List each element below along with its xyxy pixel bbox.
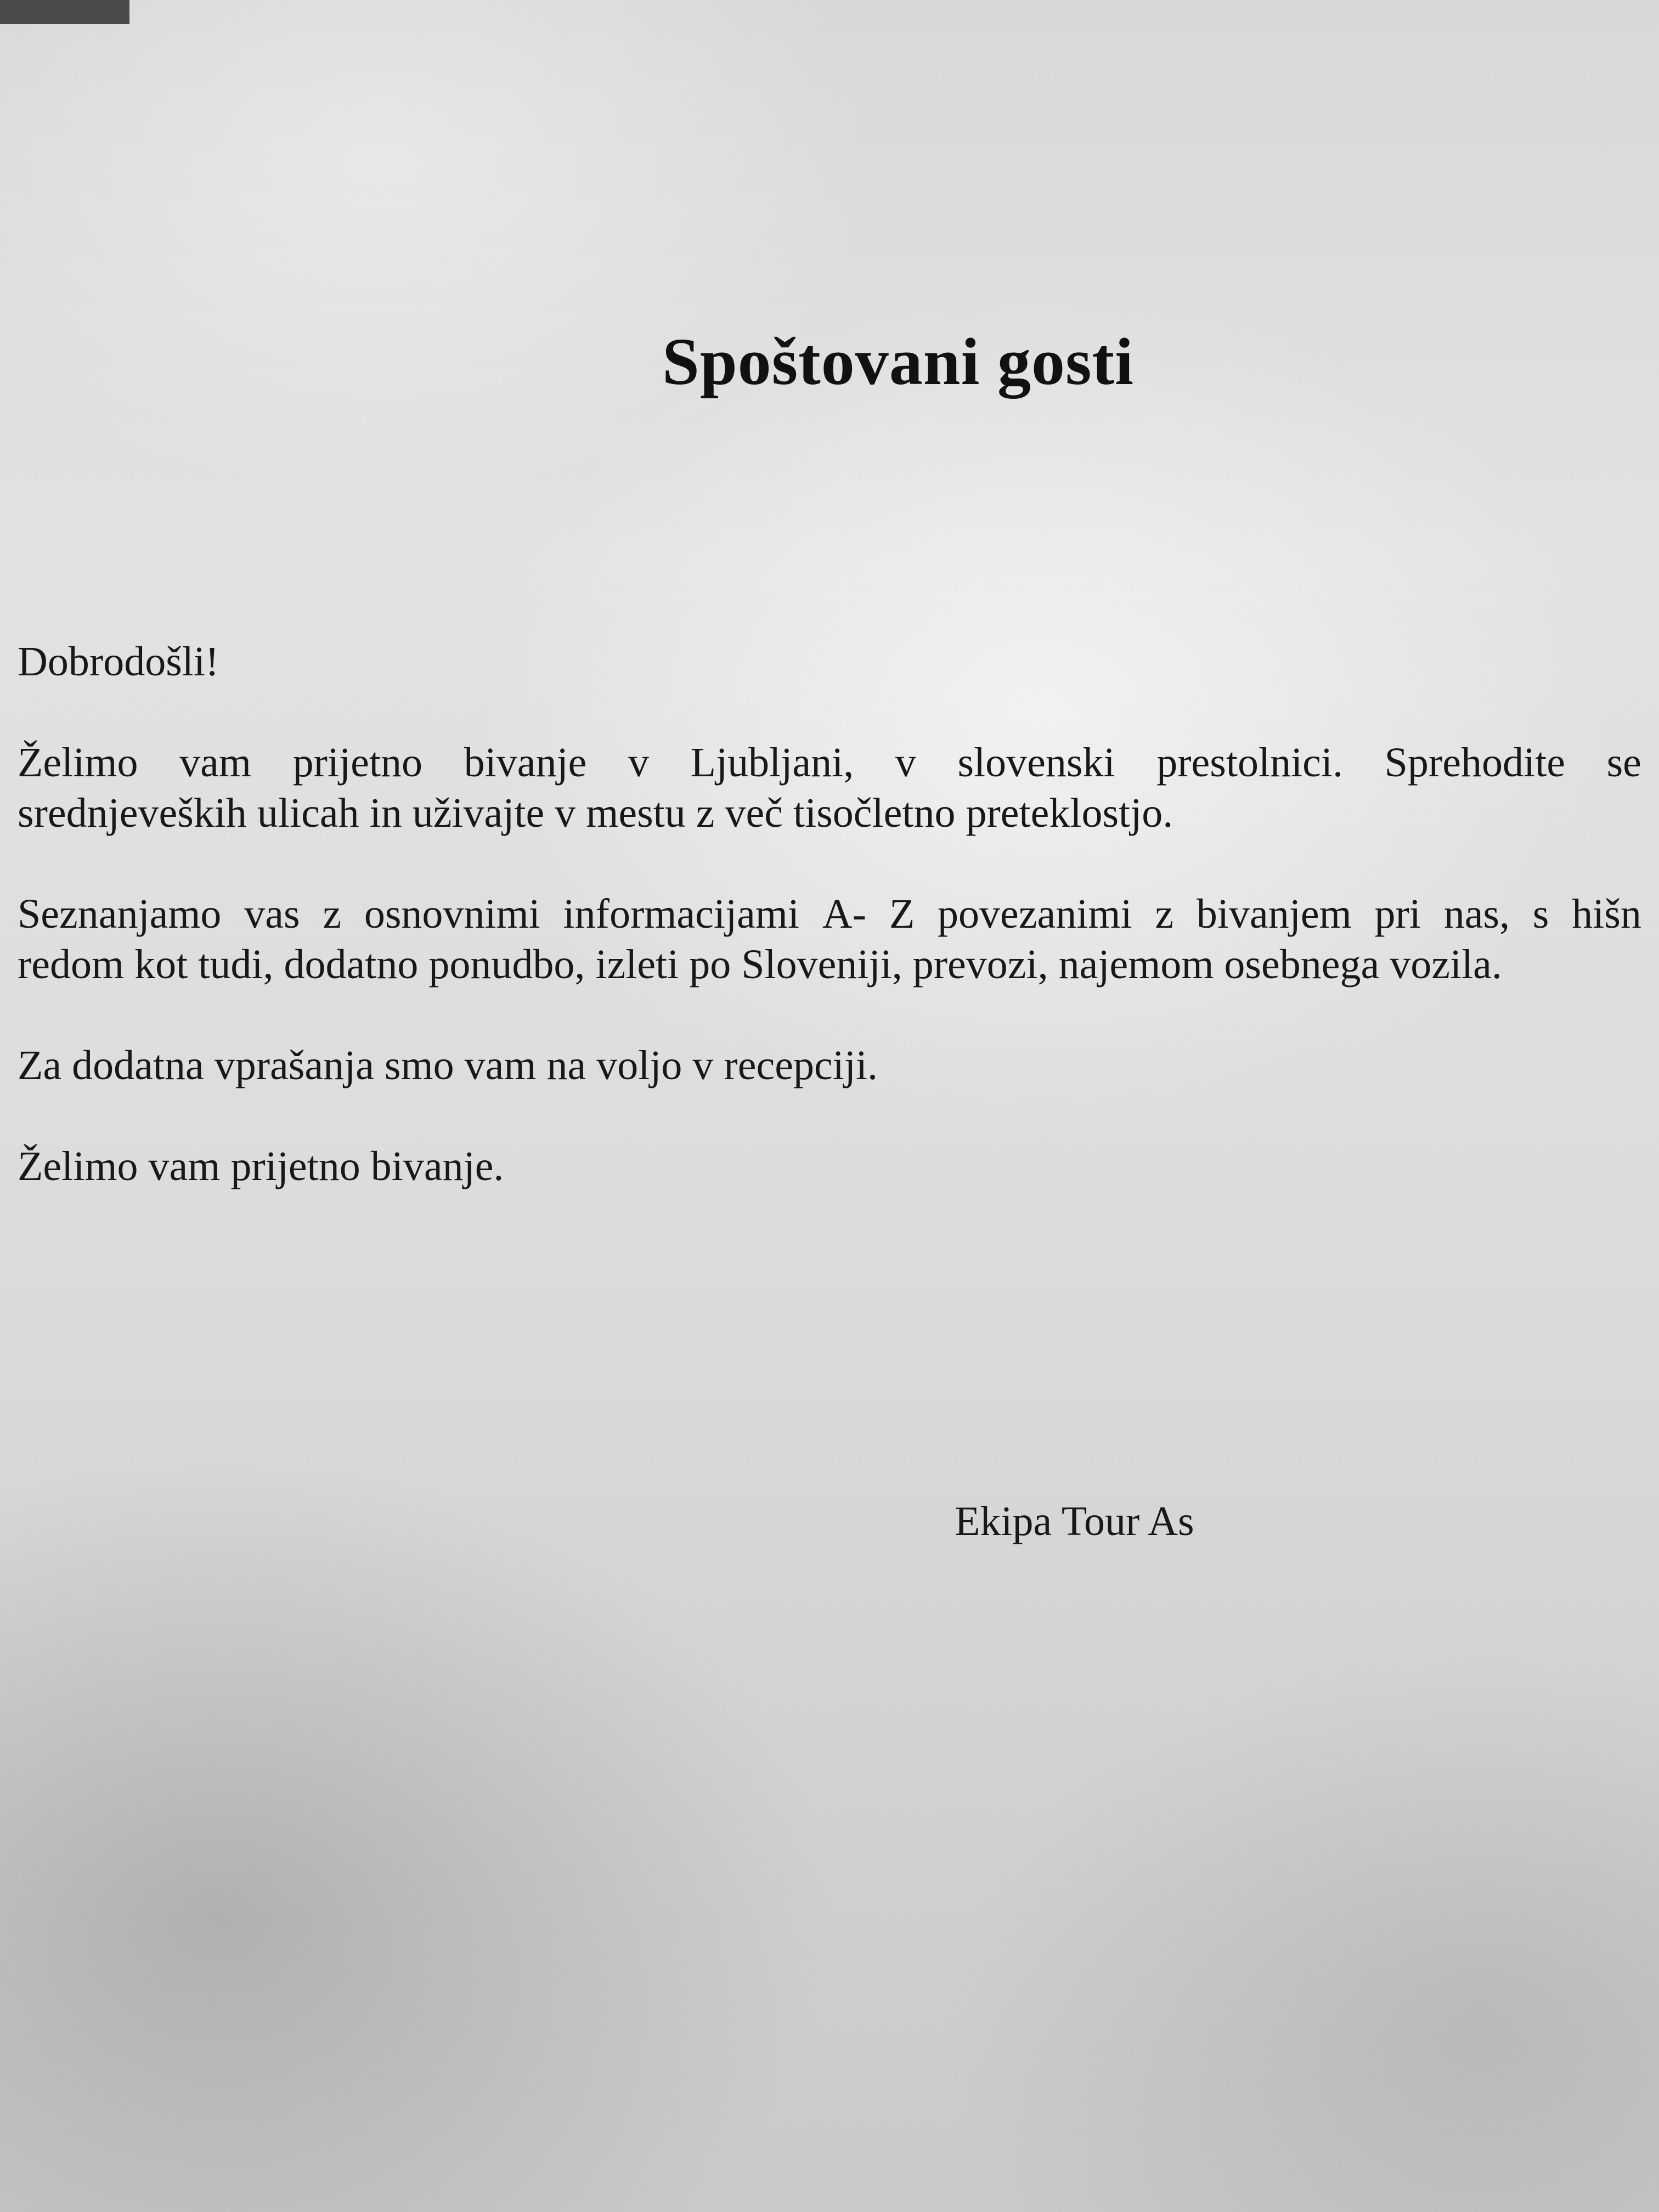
- word: nas,: [1443, 891, 1510, 937]
- word: pri: [1374, 891, 1421, 937]
- word: v: [895, 740, 916, 786]
- word: z: [1155, 891, 1174, 937]
- word: vam: [179, 740, 251, 786]
- paragraph-welcome-line-1: [18, 737, 1641, 788]
- letter-body: [18, 636, 1641, 1242]
- word: bivanjem: [1196, 891, 1352, 937]
- paragraph-welcome-line-2: srednjeveških ulicah in uživajte v mestu z več tisočletno preteklostjo.: [18, 790, 1173, 836]
- paragraph-information-line-1: [18, 889, 1641, 939]
- word: hišn: [1572, 891, 1641, 937]
- word: slovenski: [957, 740, 1115, 786]
- word: prestolnici.: [1156, 740, 1344, 786]
- paragraph-information-line-2: redom kot tudi, dodatno ponudbo, izleti po Sloveniji, prevozi, najemom osebnega vozila.: [18, 941, 1502, 988]
- word: v: [628, 740, 649, 786]
- word: Želimo: [18, 740, 138, 786]
- word: Z: [889, 891, 915, 937]
- word: prijetno: [292, 740, 423, 786]
- greeting: Dobrodošli!: [18, 639, 219, 685]
- word: s: [1532, 891, 1549, 937]
- word: se: [1606, 740, 1641, 786]
- paragraph-information: [18, 889, 1641, 990]
- word: vas: [244, 891, 300, 937]
- page-title: Spoštovani gosti: [662, 325, 1135, 399]
- signature: Ekipa Tour As: [955, 1498, 1194, 1544]
- word: Sprehodite: [1384, 740, 1565, 786]
- word: Ljubljani,: [690, 740, 854, 786]
- word: z: [323, 891, 342, 937]
- dark-corner-tab: [0, 0, 129, 24]
- word: informacijami: [563, 891, 800, 937]
- word: bivanje: [464, 740, 587, 786]
- word: povezanimi: [938, 891, 1132, 937]
- word: Seznanjamo: [18, 891, 222, 937]
- paragraph-welcome: [18, 737, 1641, 838]
- closing-line: Želimo vam prijetno bivanje.: [18, 1143, 504, 1189]
- paragraph-reception: Za dodatna vprašanja smo vam na voljo v recepciji.: [18, 1042, 878, 1088]
- word: A-: [822, 891, 867, 937]
- word: osnovnimi: [364, 891, 540, 937]
